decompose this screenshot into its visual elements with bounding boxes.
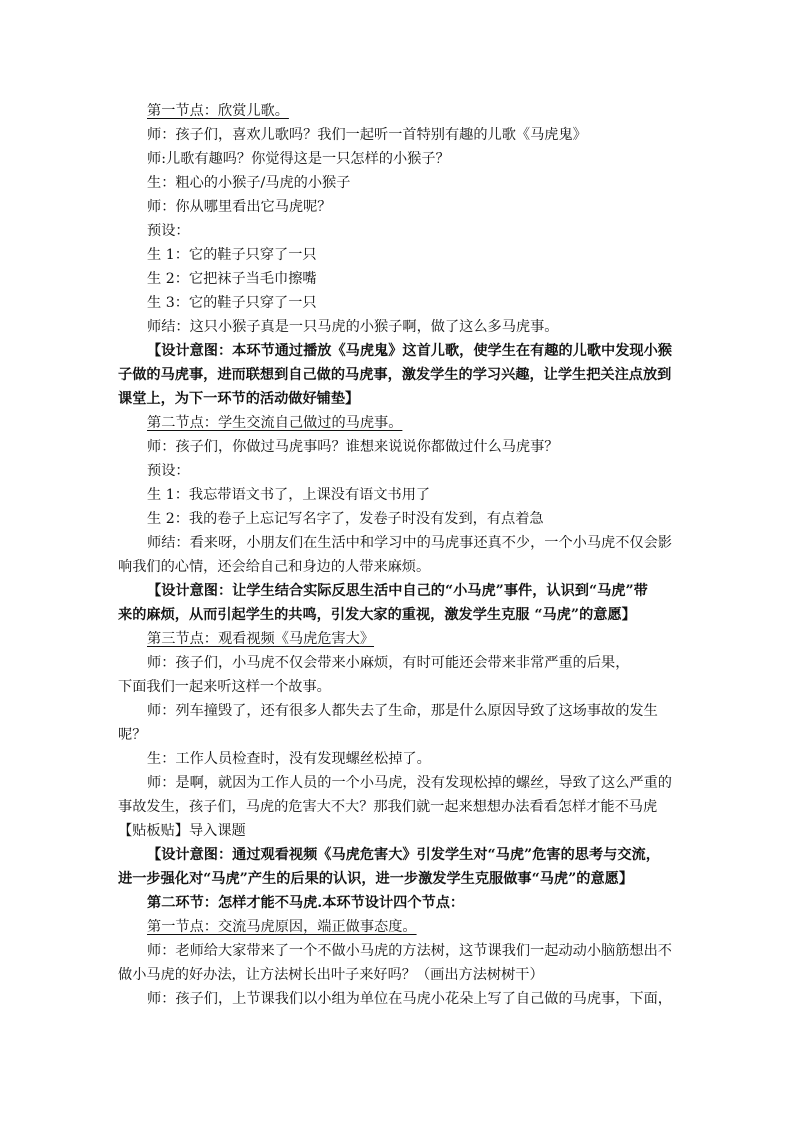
design-intent-note: 课堂上，为下一环节的活动做好铺垫】 bbox=[118, 391, 360, 407]
text-line: 做小马虎的好办法，让方法树长出叶子来好吗？（画出方法树树干） bbox=[118, 967, 544, 983]
text-line: 师：孩子们，上节课我们以小组为单位在马虎小花朵上写了自己做的马虎事，下面， bbox=[147, 991, 672, 1007]
text-line: 师：是啊，就因为工作人员的一个小马虎，没有发现松掉的螺丝，导致了这么严重的 bbox=[147, 775, 672, 791]
text-line: 事故发生，孩子们，马虎的危害大不大？那我们就一起来想想办法看看怎样才能不马虎 bbox=[118, 799, 658, 815]
section-heading: 第二节点：学生交流自己做过的马虎事。 bbox=[147, 415, 403, 431]
section-heading: 第一节点：欣赏儿歌。 bbox=[147, 103, 289, 119]
text-line: 生 1：它的鞋子只穿了一只 bbox=[147, 247, 317, 263]
text-line: 生 2：我的卷子上忘记写名字了，发卷子时没有发到，有点着急 bbox=[147, 511, 544, 527]
design-intent-note: 【设计意图：通过观看视频《马虎危害大》引发学生对“马虎”危害的思考与交流， bbox=[147, 847, 660, 863]
text-line: 师：孩子们，你做过马虎事吗？谁想来说说你都做过什么马虎事？ bbox=[147, 439, 559, 455]
text-line: 响我们的心情，还会给自己和身边的人带来麻烦。 bbox=[118, 559, 431, 575]
text-line: 师：老师给大家带来了一个不做小马虎的方法树，这节课我们一起动动小脑筋想出不 bbox=[147, 943, 672, 959]
text-line: 生 1：我忘带语文书了，上课没有语文书用了 bbox=[147, 487, 431, 503]
text-line: 生：工作人员检查时，没有发现螺丝松掉了。 bbox=[147, 751, 431, 767]
text-line: 师：孩子们，喜欢儿歌吗？我们一起听一首特别有趣的儿歌《马虎鬼》 bbox=[147, 127, 587, 143]
text-line: 师结：这只小猴子真是一只马虎的小猴子啊，做了这么多马虎事。 bbox=[147, 319, 559, 335]
design-intent-note: 进一步强化对“马虎”产生的后果的认识，进一步激发学生克服做事“马虎”的意愿】 bbox=[118, 871, 634, 887]
section-heading: 第一节点：交流马虎原因，端正做事态度。 bbox=[147, 919, 417, 935]
design-intent-note: 来的麻烦，从而引起学生的共鸣，引发大家的重视，激发学生克服 “马虎”的意愿】 bbox=[118, 607, 636, 623]
text-line: 下面我们一起来听这样一个故事。 bbox=[118, 679, 331, 695]
design-intent-note: 【设计意图：本环节通过播放《马虎鬼》这首儿歌，使学生在有趣的儿歌中发现小猴 bbox=[147, 343, 672, 359]
text-line: 生 3：它的鞋子只穿了一只 bbox=[147, 295, 317, 311]
text-line: 师：你从哪里看出它马虎呢？ bbox=[147, 199, 332, 215]
text-line: 师：列车撞毁了，还有很多人都失去了生命，那是什么原因导致了这场事故的发生 bbox=[147, 703, 658, 719]
design-intent-note: 子做的马虎事，进而联想到自己做的马虎事，激发学生的学习兴趣，让学生把关注点放到 bbox=[118, 367, 672, 383]
text-line: 预设： bbox=[147, 223, 190, 239]
stage-heading: 第二环节：怎样才能不马虎.本环节设计四个节点： bbox=[147, 895, 465, 911]
text-line: 生：粗心的小猴子/马虎的小猴子 bbox=[147, 175, 351, 191]
text-line: 预设： bbox=[147, 463, 190, 479]
design-intent-note: 【设计意图：让学生结合实际反思生活中自己的“小马虎”事件，认识到“马虎”带 bbox=[147, 583, 648, 599]
text-line: 师结：看来呀，小朋友们在生活中和学习中的马虎事还真不少，一个小马虎不仅会影 bbox=[147, 535, 672, 551]
text-line: 【贴板贴】导入课题 bbox=[118, 823, 246, 839]
text-line: 呢？ bbox=[118, 727, 147, 743]
section-heading: 第三节点：观看视频《马虎危害大》 bbox=[147, 631, 375, 647]
text-line: 师:儿歌有趣吗？你觉得这是一只怎样的小猴子？ bbox=[147, 151, 450, 167]
text-line: 师：孩子们，小马虎不仅会带来小麻烦，有时可能还会带来非常严重的后果， bbox=[147, 655, 630, 671]
text-line: 生 2：它把袜子当毛巾擦嘴 bbox=[147, 271, 317, 287]
